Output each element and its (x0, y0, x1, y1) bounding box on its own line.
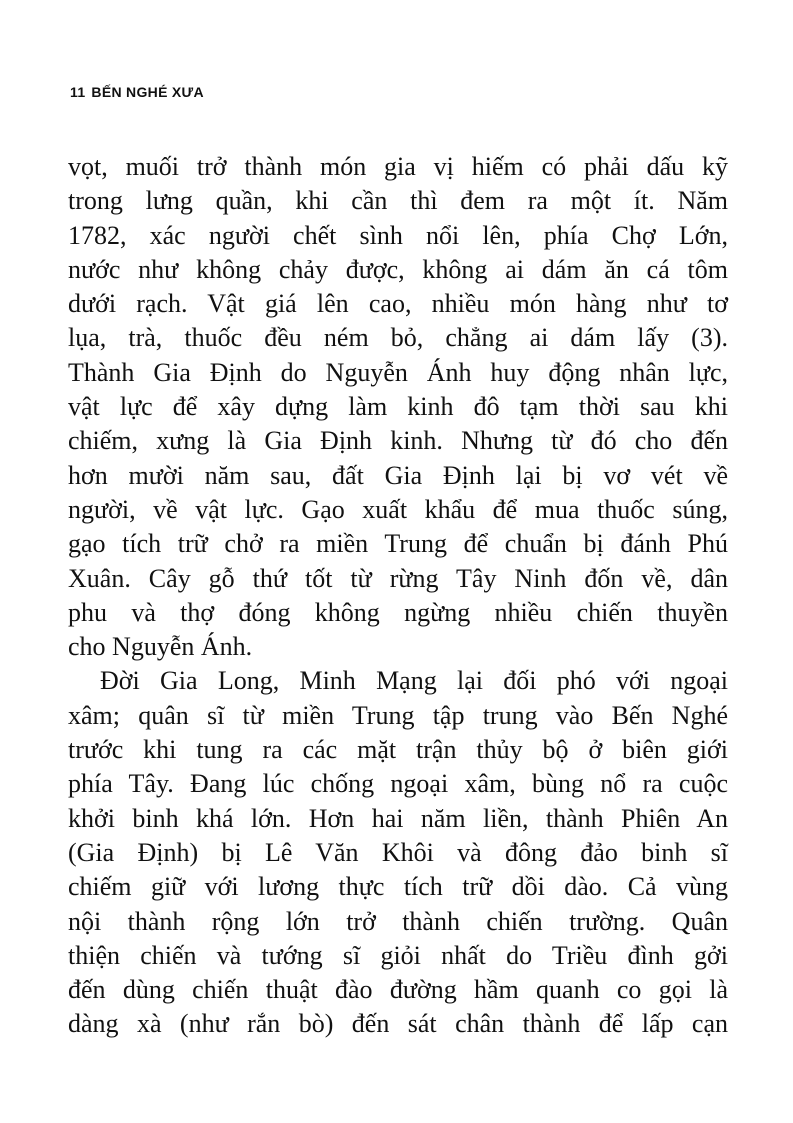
text-line: hơn mười năm sau, đất Gia Định lại bị vơ vét về (68, 460, 728, 490)
text-line: dàng xà (như rắn bò) đến sát chân thành để lấp cạn (68, 1009, 728, 1039)
text-line: nội thành rộng lớn trở thành chiến trường. Quân (68, 906, 728, 936)
text-line: người, về vật lực. Gạo xuất khẩu để mua thuốc súng, (68, 494, 728, 524)
paragraph-2 (68, 664, 728, 1041)
text-line: vọt, muối trở thành món gia vị hiếm có phải dấu kỹ (68, 152, 728, 181)
text-line: chiếm giữ với lương thực tích trữ dồi dào. Cả vùng (68, 872, 728, 902)
text-line: (Gia Định) bị Lê Văn Khôi và đông đảo binh sĩ (68, 837, 728, 867)
text-line: khởi binh khá lớn. Hơn hai năm liền, thành Phiên An (68, 803, 728, 833)
text-line: chiếm, xưng là Gia Định kinh. Nhưng từ đó cho đến (68, 426, 728, 456)
text-line: 1782, xác người chết sình nổi lên, phía Chợ Lớn, (68, 220, 728, 250)
text-line: vật lực để xây dựng làm kinh đô tạm thời sau khi (68, 392, 728, 422)
text-line: xâm; quân sĩ từ miền Trung tập trung vào Bến Nghé (68, 700, 728, 730)
text-line: Đời Gia Long, Minh Mạng lại đối phó với ngoại (100, 666, 728, 696)
text-line: Thành Gia Định do Nguyễn Ánh huy động nhân lực, (68, 357, 728, 387)
page-number: 11 (70, 84, 86, 100)
text-line: đến dùng chiến thuật đào đường hầm quanh co gọi là (68, 975, 728, 1005)
text-line: gạo tích trữ chở ra miền Trung để chuẩn bị đánh Phú (68, 529, 728, 559)
text-line: thiện chiến và tướng sĩ giỏi nhất do Triều đình gởi (68, 940, 728, 970)
text-line: dưới rạch. Vật giá lên cao, nhiều món hàng như tơ (68, 289, 728, 319)
text-line: cho Nguyễn Ánh. (68, 632, 253, 662)
paragraph-1 (68, 150, 728, 664)
text-line: Xuân. Cây gỗ thứ tốt từ rừng Tây Ninh đốn về, dân (68, 563, 728, 593)
running-head (70, 84, 210, 100)
text-line: trong lưng quần, khi cần thì đem ra một ít. Năm (68, 186, 728, 216)
text-line: lụa, trà, thuốc đều ném bỏ, chẳng ai dám lấy (3). (68, 323, 728, 353)
text-line: nước như không chảy được, không ai dám ăn cá tôm (68, 254, 728, 284)
text-line: phía Tây. Đang lúc chống ngoại xâm, bùng nổ ra cuộc (68, 769, 728, 799)
text-line: trước khi tung ra các mặt trận thủy bộ ở biên giới (68, 735, 728, 765)
text-line: phu và thợ đóng không ngừng nhiều chiến thuyền (68, 597, 728, 627)
running-title: BẾN NGHÉ XƯA (91, 84, 204, 100)
body-text (68, 150, 728, 1042)
